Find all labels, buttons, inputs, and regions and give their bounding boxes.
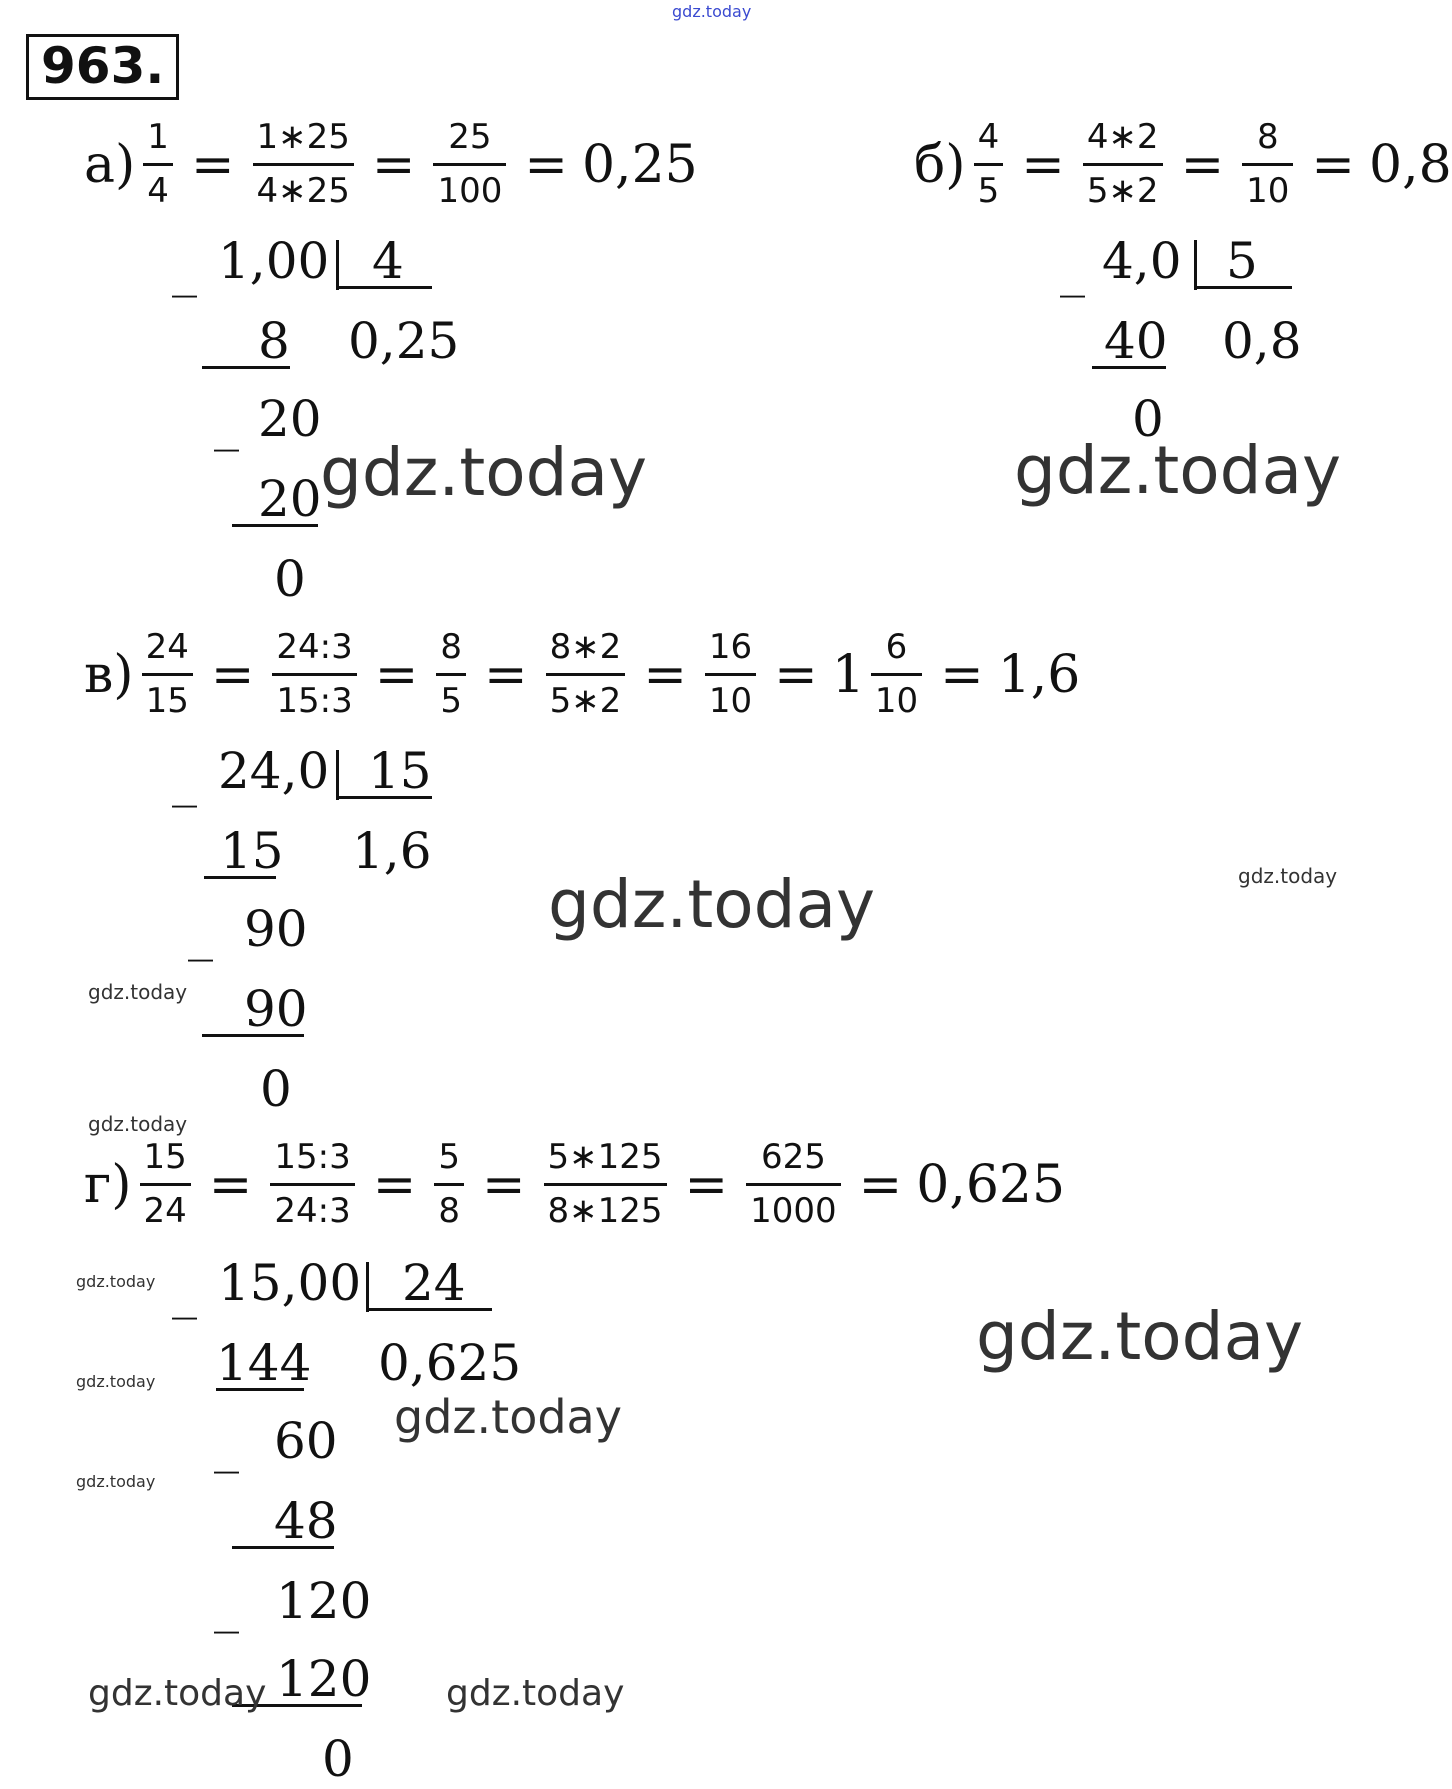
- watermark: gdz.today: [446, 1673, 625, 1714]
- equals-sign: =: [210, 644, 255, 705]
- part-a-result: 0,25: [581, 134, 698, 195]
- part-v-result: 1,6: [997, 644, 1081, 705]
- step: 48: [274, 1492, 338, 1550]
- fraction: $\frac{4}{5}$: [974, 118, 1004, 211]
- fraction: $\frac{6}{10}$: [871, 628, 922, 721]
- watermark-top: gdz.today: [672, 2, 752, 21]
- fraction: $\frac{5}{8}$: [434, 1138, 464, 1231]
- equals-sign: =: [190, 134, 235, 195]
- step: 60: [274, 1412, 338, 1470]
- part-g-equation: [84, 1138, 1065, 1231]
- equals-sign: =: [684, 1154, 729, 1215]
- fraction: $\frac{1}{4}$: [143, 118, 173, 211]
- quotient: 0,25: [348, 312, 460, 370]
- minus-sign: _: [188, 904, 213, 962]
- mixed-whole: 1: [831, 644, 865, 705]
- part-b-result: 0,8: [1369, 134, 1452, 195]
- watermark: gdz.today: [76, 1372, 156, 1391]
- watermark: gdz.today: [320, 434, 648, 511]
- equals-sign: =: [1021, 134, 1065, 195]
- divisor: 4: [372, 232, 404, 290]
- part-a-equation: [84, 118, 698, 211]
- step: 20: [258, 470, 322, 528]
- part-g-result: 0,625: [916, 1154, 1066, 1215]
- minus-sign: _: [214, 394, 239, 452]
- minus-sign: _: [1060, 240, 1085, 298]
- part-v-equation: [84, 628, 1080, 721]
- step: 90: [244, 900, 308, 958]
- step: 0: [260, 1060, 292, 1118]
- fraction: $\frac{1∗25}{4∗25}$: [253, 118, 354, 211]
- equals-sign: =: [481, 1154, 526, 1215]
- equals-sign: =: [1180, 134, 1225, 195]
- divisor: 24: [402, 1254, 466, 1312]
- part-v-label: в): [84, 644, 134, 705]
- fraction: $\frac{8∗2}{5∗2}$: [546, 628, 626, 721]
- quotient: 0,625: [378, 1334, 522, 1392]
- equals-sign: =: [372, 1154, 417, 1215]
- dividend: 24,0: [218, 742, 330, 800]
- equals-sign: =: [774, 644, 818, 705]
- step: 0: [274, 550, 306, 608]
- fraction: $\frac{25}{100}$: [433, 118, 506, 211]
- equals-sign: =: [371, 134, 416, 195]
- fraction: $\frac{15:3}{24:3}$: [270, 1138, 354, 1231]
- dividend: 1,00: [218, 232, 330, 290]
- minus-sign: _: [172, 1262, 197, 1320]
- equals-sign: =: [524, 134, 568, 195]
- minus-sign: _: [214, 1416, 239, 1474]
- part-b-label: б): [914, 134, 966, 195]
- step: 0: [322, 1730, 354, 1788]
- watermark: gdz.today: [976, 1298, 1304, 1375]
- fraction: $\frac{5∗125}{8∗125}$: [544, 1138, 667, 1231]
- fraction: $\frac{8}{5}$: [436, 628, 466, 721]
- watermark: gdz.today: [88, 980, 188, 1004]
- part-g-label: г): [84, 1154, 132, 1215]
- step: 0: [1132, 390, 1164, 448]
- equals-sign: =: [374, 644, 419, 705]
- watermark: gdz.today: [76, 1272, 156, 1291]
- dividend: 15,00: [218, 1254, 362, 1312]
- fraction: $\frac{8}{10}$: [1242, 118, 1293, 211]
- equals-sign: =: [483, 644, 528, 705]
- divisor: 15: [368, 742, 432, 800]
- watermark: gdz.today: [394, 1390, 622, 1444]
- problem-number: 963.: [26, 34, 179, 100]
- minus-sign: _: [172, 240, 197, 298]
- fraction: $\frac{625}{1000}$: [746, 1138, 841, 1231]
- fraction: $\frac{24:3}{15:3}$: [272, 628, 356, 721]
- watermark: gdz.today: [1014, 432, 1342, 509]
- watermark: gdz.today: [88, 1112, 188, 1136]
- step: 144: [216, 1334, 312, 1392]
- step: 90: [244, 980, 308, 1038]
- equals-sign: =: [1311, 134, 1355, 195]
- part-b-equation: [914, 118, 1452, 211]
- equals-sign: =: [208, 1154, 253, 1215]
- equals-sign: =: [858, 1154, 903, 1215]
- part-a-label: а): [84, 134, 136, 195]
- watermark: gdz.today: [76, 1472, 156, 1491]
- step: 40: [1104, 312, 1168, 370]
- watermark: gdz.today: [548, 866, 876, 943]
- quotient: 1,6: [352, 822, 432, 880]
- fraction: $\frac{4∗2}{5∗2}$: [1083, 118, 1163, 211]
- equals-sign: =: [643, 644, 687, 705]
- minus-sign: _: [172, 750, 197, 808]
- step: 20: [258, 390, 322, 448]
- step: 8: [258, 312, 290, 370]
- step: 120: [276, 1650, 372, 1708]
- divisor: 5: [1226, 232, 1258, 290]
- fraction: $\frac{24}{15}$: [142, 628, 193, 721]
- quotient: 0,8: [1222, 312, 1302, 370]
- step: 120: [276, 1572, 372, 1630]
- minus-sign: _: [214, 1576, 239, 1634]
- step: 15: [220, 822, 284, 880]
- equals-sign: =: [940, 644, 984, 705]
- watermark: gdz.today: [88, 1673, 267, 1714]
- dividend: 4,0: [1102, 232, 1182, 290]
- fraction: $\frac{16}{10}$: [705, 628, 756, 721]
- fraction: $\frac{15}{24}$: [140, 1138, 191, 1231]
- watermark: gdz.today: [1238, 864, 1338, 888]
